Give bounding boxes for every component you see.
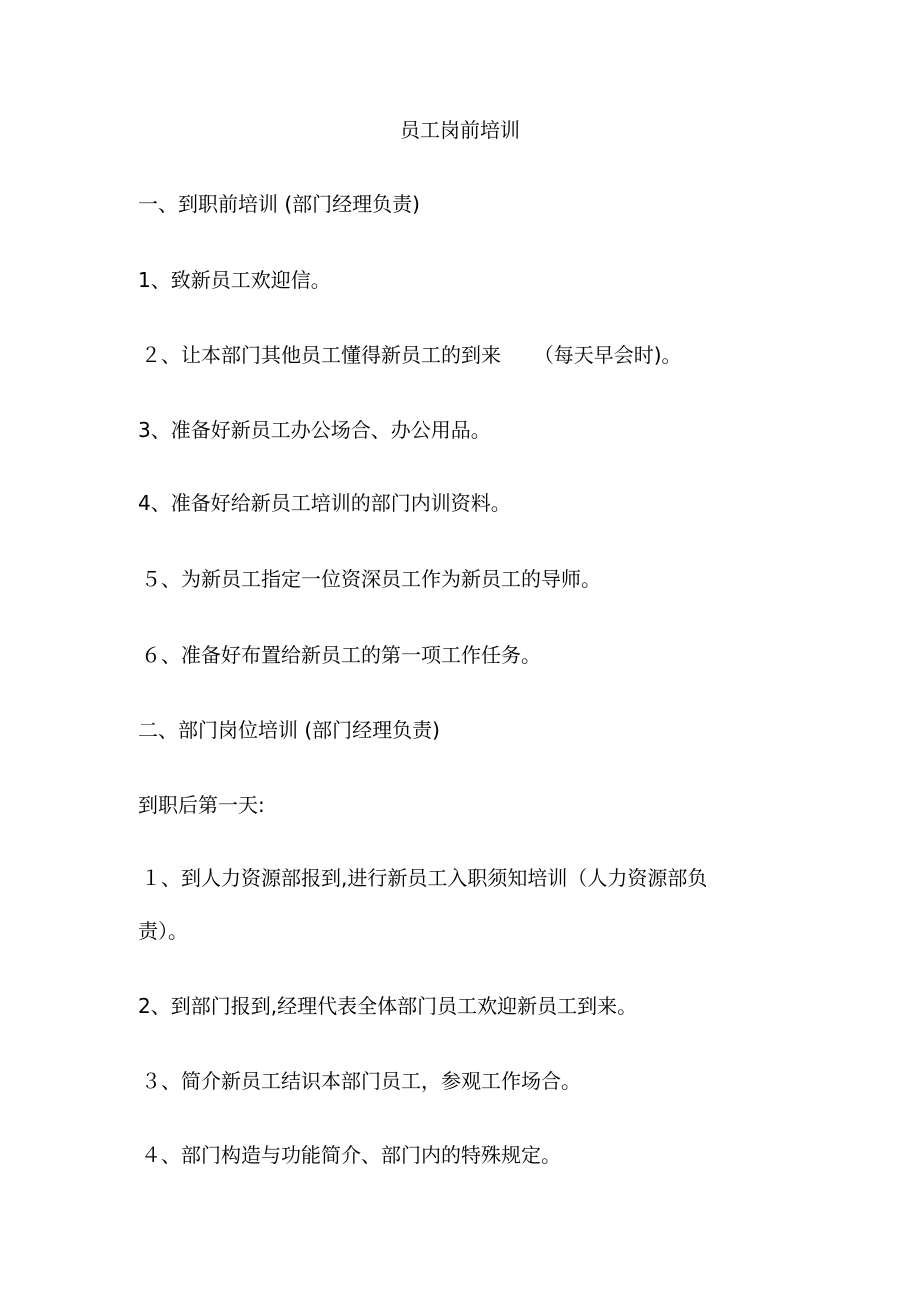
- section1-item-2: ２、让本部门其他员工懂得新员工的到来 （每天早会时)。: [141, 343, 682, 367]
- section2-day-label: 到职后第一天:: [138, 793, 265, 817]
- section2-item-2: 2、到部门报到,经理代表全体部门员工欢迎新员工到来。: [138, 994, 638, 1018]
- section2-item-3: ３、简介新员工结识本部门员工，参观工作场合。: [141, 1069, 581, 1093]
- section1-item-6: ６、准备好布置给新员工的第一项工作任务。: [141, 643, 541, 667]
- section1-item-3: 3、准备好新员工办公场合、办公用品。: [138, 418, 491, 442]
- section2-item-1: １、到人力资源部报到,进行新员工入职须知培训（人力资源部负: [141, 866, 708, 890]
- document-title: 员工岗前培训: [400, 118, 520, 142]
- section1-item-1: 1、致新员工欢迎信。: [138, 268, 331, 292]
- section1-heading: 一、到职前培训 (部门经理负责): [138, 192, 420, 216]
- section2-item-1-continued: 责）。: [138, 919, 188, 943]
- section2-heading: 二、部门岗位培训 (部门经理负责): [138, 718, 440, 742]
- section1-item-4: 4、准备好给新员工培训的部门内训资料。: [138, 491, 511, 515]
- section1-item-5: ５、为新员工指定一位资深员工作为新员工的导师。: [141, 567, 601, 591]
- section2-item-4: ４、部门构造与功能简介、部门内的特殊规定。: [141, 1143, 561, 1167]
